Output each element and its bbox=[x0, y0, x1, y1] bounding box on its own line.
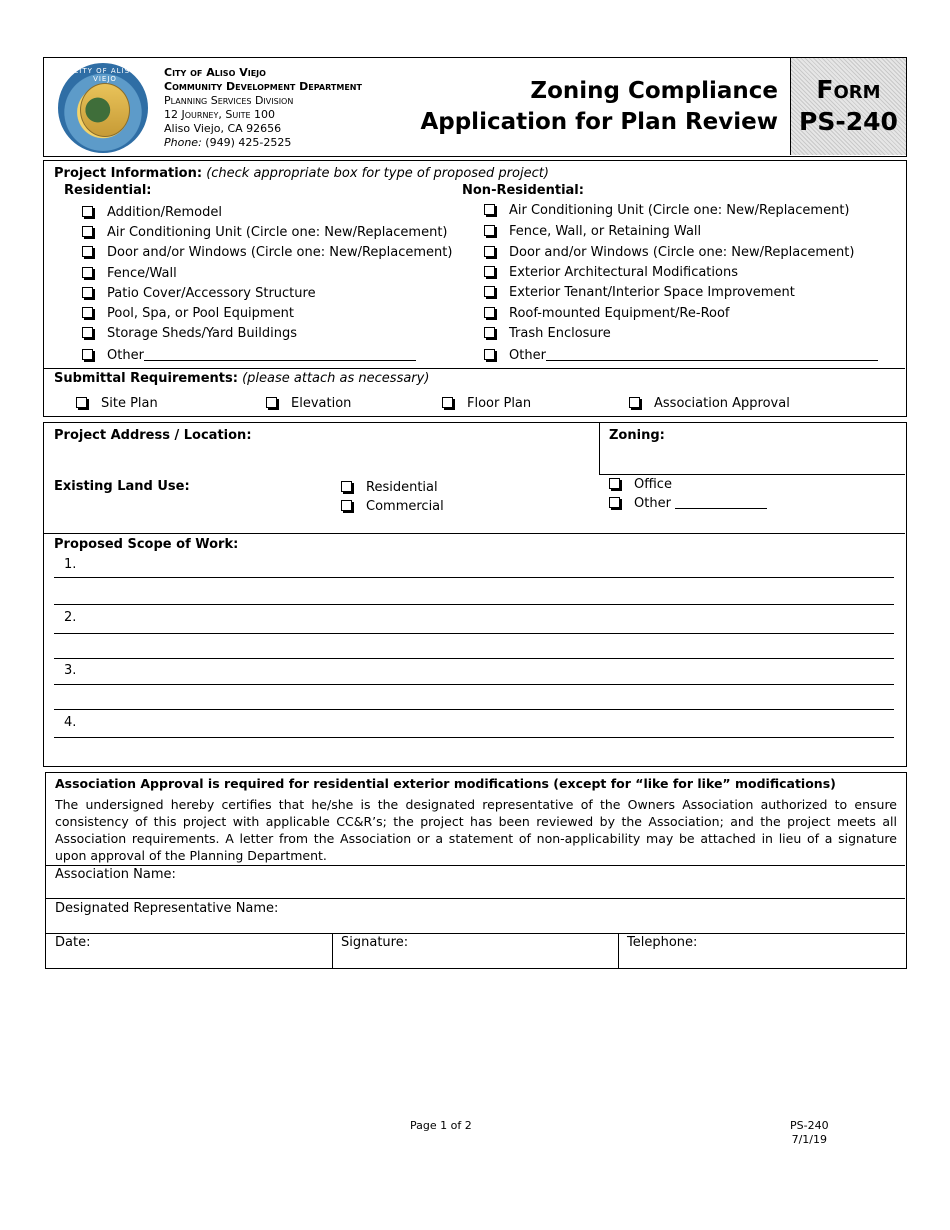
checkbox[interactable] bbox=[82, 206, 93, 217]
scope-number-3: 3. bbox=[64, 663, 77, 678]
option-label: Other bbox=[107, 348, 144, 363]
checkbox[interactable] bbox=[609, 497, 620, 508]
checkbox[interactable] bbox=[266, 397, 277, 408]
scope-number-4: 4. bbox=[64, 715, 77, 730]
checkbox[interactable] bbox=[629, 397, 640, 408]
submittal-site-plan[interactable] bbox=[76, 396, 158, 411]
option-label: Elevation bbox=[291, 396, 352, 411]
association-name-label: Association Name: bbox=[55, 867, 176, 882]
checkbox[interactable] bbox=[484, 225, 495, 236]
submittal-heading: Submittal Requirements: bbox=[54, 371, 238, 386]
option-label: Exterior Tenant/Interior Space Improvement bbox=[509, 285, 795, 300]
footer-form-number: PS-240 bbox=[790, 1119, 829, 1132]
scope-line-2a[interactable] bbox=[54, 633, 894, 634]
nonres-other-input[interactable] bbox=[546, 349, 878, 361]
city-name: City of Aliso Viejo bbox=[164, 66, 266, 79]
scope-of-work-label: Proposed Scope of Work: bbox=[54, 537, 239, 552]
nonres-option-other[interactable] bbox=[484, 348, 878, 363]
city-seal-logo bbox=[58, 63, 148, 153]
divider bbox=[44, 533, 905, 534]
option-label: Door and/or Windows (Circle one: New/Replacement) bbox=[107, 245, 453, 260]
checkbox[interactable] bbox=[82, 287, 93, 298]
street-address: 12 Journey, Suite 100 bbox=[164, 108, 275, 121]
option-label: Roof-mounted Equipment/Re-Roof bbox=[509, 306, 730, 321]
option-label: Addition/Remodel bbox=[107, 205, 222, 220]
option-label: Air Conditioning Unit (Circle one: New/Replacement) bbox=[509, 203, 850, 218]
checkbox[interactable] bbox=[76, 397, 87, 408]
option-label: Site Plan bbox=[101, 396, 158, 411]
scope-number-1: 1. bbox=[64, 557, 77, 572]
divider bbox=[599, 474, 905, 475]
nonres-option-door-windows[interactable] bbox=[484, 245, 854, 260]
residential-option-ac-unit[interactable] bbox=[82, 225, 448, 240]
scope-line-1b[interactable] bbox=[54, 604, 894, 605]
signature-label: Signature: bbox=[341, 935, 409, 950]
checkbox[interactable] bbox=[341, 481, 352, 492]
date-label: Date: bbox=[55, 935, 91, 950]
option-label: Pool, Spa, or Pool Equipment bbox=[107, 306, 294, 321]
checkbox[interactable] bbox=[82, 267, 93, 278]
page-number: Page 1 of 2 bbox=[410, 1119, 472, 1132]
association-certification-text: The undersigned hereby certifies that he/she is the designated representative of the Owners Association authorized to ensure consistency of this project with applicable CC&R’s; the project has been reviewed by the Association; and the project meets all Association requirements. A letter from the Association or a statement of non-applicability may be attached in lieu of a signature upon approval of the Planning Department. bbox=[55, 797, 897, 863]
option-label: Exterior Architectural Modifications bbox=[509, 265, 738, 280]
zoning-label: Zoning: bbox=[609, 428, 665, 443]
option-label: Patio Cover/Accessory Structure bbox=[107, 286, 316, 301]
residential-option-pool-spa[interactable] bbox=[82, 306, 294, 321]
nonres-option-trash-enclosure[interactable] bbox=[484, 326, 611, 341]
residential-option-patio-cover[interactable] bbox=[82, 286, 316, 301]
department-name: Community Development Department bbox=[164, 80, 362, 93]
nonres-option-roof-equipment[interactable] bbox=[484, 306, 730, 321]
phone-label: Phone: bbox=[164, 136, 202, 149]
checkbox[interactable] bbox=[82, 246, 93, 257]
project-info-heading: Project Information: bbox=[54, 166, 203, 181]
scope-line-3b[interactable] bbox=[54, 709, 894, 710]
submittal-heading-line bbox=[54, 371, 429, 386]
form-title-line2: Application for Plan Review bbox=[420, 109, 778, 135]
scope-line-1a[interactable] bbox=[54, 577, 894, 578]
telephone-label: Telephone: bbox=[627, 935, 698, 950]
residential-heading: Residential: bbox=[64, 183, 152, 198]
residential-option-addition[interactable] bbox=[82, 205, 222, 220]
option-label: Floor Plan bbox=[467, 396, 532, 411]
project-details-section bbox=[43, 422, 907, 767]
option-label: Association Approval bbox=[654, 396, 790, 411]
submittal-elevation[interactable] bbox=[266, 396, 351, 411]
nonres-option-tenant-improvement[interactable] bbox=[484, 285, 795, 300]
residential-option-fence-wall[interactable] bbox=[82, 266, 177, 281]
option-label: Door and/or Windows (Circle one: New/Replacement) bbox=[509, 245, 855, 260]
residential-option-other[interactable] bbox=[82, 348, 416, 363]
checkbox[interactable] bbox=[341, 500, 352, 511]
checkbox[interactable] bbox=[484, 349, 495, 360]
checkbox[interactable] bbox=[82, 307, 93, 318]
scope-number-2: 2. bbox=[64, 610, 77, 625]
form-number: PS-240 bbox=[799, 107, 898, 136]
residential-option-door-windows[interactable] bbox=[82, 245, 452, 260]
nonres-option-ac-unit[interactable] bbox=[484, 203, 850, 218]
checkbox[interactable] bbox=[484, 204, 495, 215]
project-info-instruction: (check appropriate box for type of proposed project) bbox=[206, 166, 549, 181]
checkbox[interactable] bbox=[484, 286, 495, 297]
divider bbox=[44, 368, 905, 369]
association-heading: Association Approval is required for residential exterior modifications (except for “like for like” modifications) bbox=[55, 776, 836, 791]
option-label: Office bbox=[634, 477, 672, 492]
seal-emblem bbox=[80, 83, 130, 137]
checkbox[interactable] bbox=[82, 226, 93, 237]
divider bbox=[46, 933, 905, 934]
checkbox[interactable] bbox=[484, 307, 495, 318]
option-label: Commercial bbox=[366, 499, 444, 514]
seal-lettering: CITY OF ALISO VIEJO bbox=[73, 67, 137, 83]
nonres-option-exterior-modifications[interactable] bbox=[484, 265, 738, 280]
divider bbox=[599, 423, 600, 475]
scope-line-2b[interactable] bbox=[54, 658, 894, 659]
checkbox[interactable] bbox=[484, 246, 495, 257]
land-use-other[interactable] bbox=[609, 496, 767, 511]
option-label: Storage Sheds/Yard Buildings bbox=[107, 326, 298, 341]
form-title-line1: Zoning Compliance bbox=[530, 78, 778, 104]
form-label: Form bbox=[816, 75, 881, 104]
footer-revision-date: 7/1/19 bbox=[791, 1133, 827, 1146]
representative-name-label: Designated Representative Name: bbox=[55, 901, 279, 916]
association-approval-section bbox=[45, 772, 907, 969]
option-label: Air Conditioning Unit (Circle one: New/Replacement) bbox=[107, 225, 448, 240]
divider bbox=[46, 898, 905, 899]
form-title bbox=[420, 76, 778, 138]
project-information-section bbox=[43, 160, 907, 417]
scope-line-4a[interactable] bbox=[54, 737, 894, 738]
city-state-zip: Aliso Viejo, CA 92656 bbox=[164, 122, 282, 135]
option-label: Residential bbox=[366, 480, 438, 495]
division-name: Planning Services Division bbox=[164, 94, 294, 107]
submittal-association-approval[interactable] bbox=[629, 396, 790, 411]
divider bbox=[46, 865, 905, 866]
project-address-label: Project Address / Location: bbox=[54, 428, 252, 443]
phone-line bbox=[164, 136, 362, 150]
checkbox[interactable] bbox=[609, 478, 620, 489]
form-number-box bbox=[790, 58, 906, 155]
checkbox[interactable] bbox=[484, 266, 495, 277]
residential-option-storage-sheds[interactable] bbox=[82, 326, 297, 341]
form-header bbox=[43, 57, 907, 157]
residential-other-input[interactable] bbox=[144, 349, 416, 361]
option-label: Other bbox=[509, 348, 546, 363]
option-label: Fence/Wall bbox=[107, 266, 177, 281]
divider bbox=[618, 933, 619, 968]
option-label: Trash Enclosure bbox=[509, 326, 611, 341]
divider bbox=[332, 933, 333, 968]
project-info-heading-line bbox=[54, 166, 549, 181]
submittal-floor-plan[interactable] bbox=[442, 396, 531, 411]
land-use-commercial[interactable] bbox=[341, 499, 444, 514]
land-use-other-input[interactable] bbox=[675, 497, 767, 509]
option-label: Fence, Wall, or Retaining Wall bbox=[509, 224, 702, 239]
non-residential-heading: Non-Residential: bbox=[462, 183, 584, 198]
submittal-instruction: (please attach as necessary) bbox=[242, 371, 430, 386]
checkbox[interactable] bbox=[484, 327, 495, 338]
scope-line-3a[interactable] bbox=[54, 684, 894, 685]
checkbox[interactable] bbox=[82, 327, 93, 338]
land-use-residential[interactable] bbox=[341, 480, 438, 495]
agency-address-block bbox=[164, 66, 362, 150]
checkbox[interactable] bbox=[82, 349, 93, 360]
nonres-option-fence-wall[interactable] bbox=[484, 224, 701, 239]
footer-form-id bbox=[790, 1119, 829, 1147]
checkbox[interactable] bbox=[442, 397, 453, 408]
option-label: Other bbox=[634, 496, 671, 511]
phone-value: (949) 425-2525 bbox=[205, 136, 292, 149]
land-use-office[interactable] bbox=[609, 477, 672, 492]
existing-land-use-label: Existing Land Use: bbox=[54, 479, 190, 494]
